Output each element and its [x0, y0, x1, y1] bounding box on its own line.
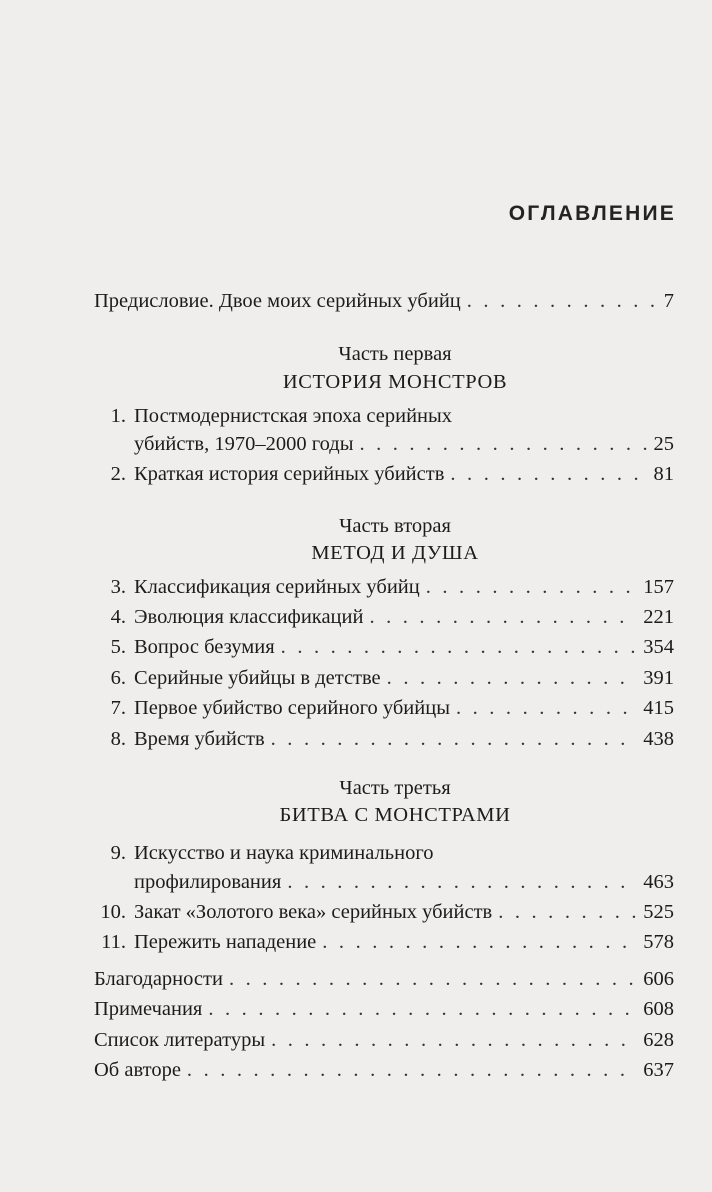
entry-page: 221 — [643, 606, 674, 628]
entry-title: Искусство и наука криминального — [134, 842, 434, 864]
entry-page: 391 — [643, 667, 674, 689]
toc-entry-chapter — [104, 725, 674, 753]
entry-page: 354 — [643, 636, 674, 658]
entry-page: 608 — [643, 998, 674, 1020]
entry-title: Эволюция классификаций — [134, 606, 364, 628]
leader-dots — [322, 928, 637, 956]
entry-title: Об авторе — [94, 1059, 181, 1081]
toc-entry-back-matter — [94, 1056, 674, 1084]
leader-dots — [208, 995, 637, 1023]
entry-title: Серийные убийцы в детстве — [134, 667, 381, 689]
part-title: ИСТОРИЯ МОНСТРОВ — [282, 371, 508, 393]
leader-dots — [187, 1056, 637, 1084]
leader-dots — [271, 1026, 637, 1054]
leader-dots — [287, 868, 637, 896]
leader-dots — [426, 573, 638, 601]
chapter-number: 1. — [110, 405, 126, 427]
entry-title-cont: профилирования — [134, 871, 282, 893]
chapter-number: 10. — [100, 901, 126, 923]
leader-dots — [456, 694, 637, 722]
part-title: БИТВА С МОНСТРАМИ — [279, 804, 511, 826]
leader-dots — [387, 664, 638, 692]
toc-entry-chapter — [104, 573, 674, 601]
entry-title: Благодарности — [94, 968, 223, 990]
part-title: МЕТОД И ДУША — [311, 542, 479, 564]
part-label: Часть третья — [339, 777, 451, 799]
entry-title: Время убийств — [134, 728, 265, 750]
entry-page: 628 — [643, 1029, 674, 1051]
entry-title: Классификация серийных убийц — [134, 576, 420, 598]
toc-entry-preface — [94, 287, 674, 315]
chapter-number: 5. — [110, 636, 126, 658]
entry-page: 525 — [643, 901, 674, 923]
toc-entry-back-matter — [94, 965, 674, 993]
entry-title: Краткая история серийных убийств — [134, 463, 445, 485]
entry-title: Предисловие. Двое моих серийных убийц — [94, 290, 461, 312]
entry-title: Постмодернистская эпоха серийных — [134, 405, 453, 427]
entry-title: Первое убийство серийного убийцы — [134, 697, 450, 719]
chapter-number: 8. — [110, 728, 126, 750]
entry-page: 578 — [643, 931, 674, 953]
entry-page: 157 — [643, 576, 674, 598]
toc-entry-back-matter — [94, 995, 674, 1023]
entry-page: 25 — [653, 433, 674, 455]
leader-dots — [271, 725, 638, 753]
chapter-number: 7. — [110, 697, 126, 719]
toc-entry-chapter — [101, 928, 674, 956]
entry-title: Примечания — [94, 998, 203, 1020]
entry-title: Вопрос безумия — [134, 636, 275, 658]
chapter-number: 3. — [110, 576, 126, 598]
toc-entry-chapter-cont — [134, 868, 674, 896]
entry-page: 7 — [663, 290, 674, 312]
entry-title: Закат «Золотого века» серийных убийств — [134, 901, 493, 923]
part-label: Часть первая — [338, 343, 452, 365]
part-label: Часть вторая — [339, 515, 451, 537]
leader-dots — [281, 633, 638, 661]
leader-dots — [369, 603, 637, 631]
leader-dots — [450, 460, 647, 488]
entry-page: 81 — [653, 463, 674, 485]
entry-title: Пережить нападение — [134, 931, 317, 953]
toc-entry-chapter — [104, 633, 674, 661]
toc-entry-back-matter — [94, 1026, 674, 1054]
toc-entry-chapter — [104, 603, 674, 631]
chapter-number: 2. — [110, 463, 126, 485]
toc-entry-chapter — [104, 839, 674, 867]
entry-title: Список литературы — [94, 1029, 266, 1051]
chapter-number: 4. — [110, 606, 126, 628]
chapter-number: 6. — [110, 667, 126, 689]
toc-entry-chapter — [104, 460, 674, 488]
chapter-number: 11. — [101, 931, 126, 953]
entry-title-cont: убийств, 1970–2000 годы — [134, 433, 354, 455]
leader-dots — [498, 898, 637, 926]
entry-page: 438 — [643, 728, 674, 750]
toc-heading: ОГЛАВЛЕНИЕ — [508, 202, 676, 225]
leader-dots — [229, 965, 637, 993]
chapter-number: 9. — [110, 842, 126, 864]
toc-entry-chapter — [104, 694, 674, 722]
toc-entry-chapter — [100, 898, 674, 926]
entry-page: 637 — [643, 1059, 674, 1081]
entry-page: 606 — [643, 968, 674, 990]
entry-page: 415 — [643, 697, 674, 719]
leader-dots — [467, 287, 658, 315]
leader-dots — [359, 430, 647, 458]
toc-entry-chapter — [104, 402, 674, 430]
entry-page: 463 — [643, 871, 674, 893]
toc-entry-chapter-cont — [134, 430, 674, 458]
toc-entry-chapter — [104, 664, 674, 692]
